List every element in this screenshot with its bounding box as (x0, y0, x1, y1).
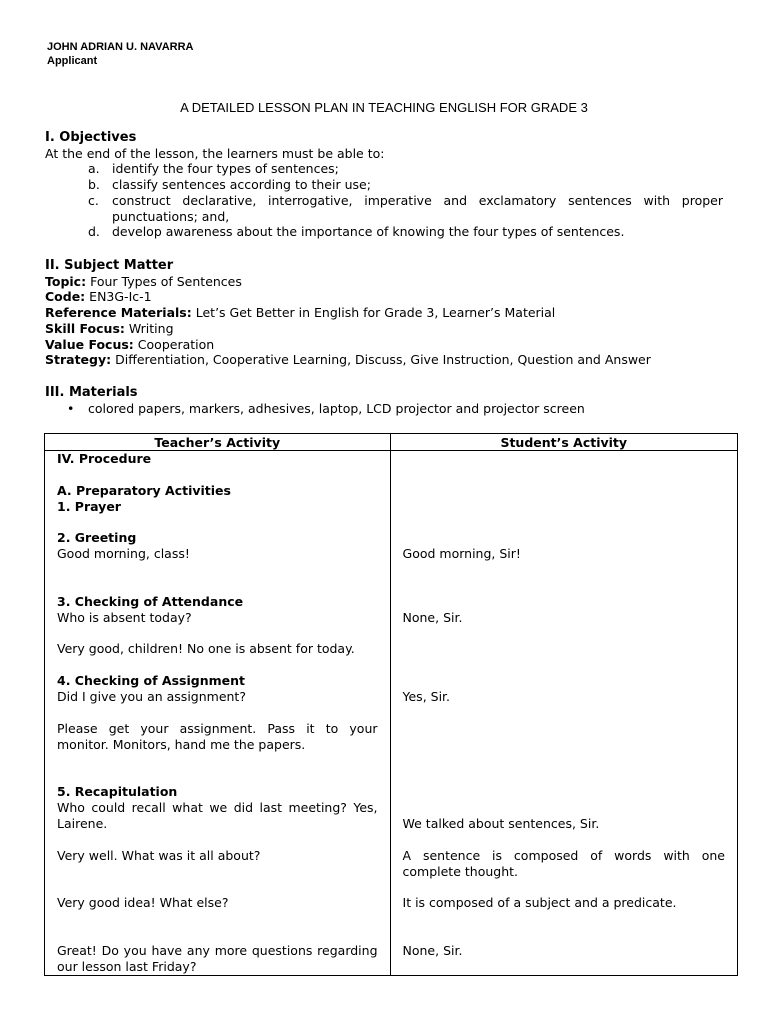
objectives-intro: At the end of the lesson, the learners must be able to: (45, 145, 385, 161)
greeting-heading: 2. Greeting (57, 530, 137, 545)
subject-matter-section (45, 258, 723, 368)
author-name: JOHN ADRIAN U. NAVARRA (47, 41, 194, 53)
code-label: Code: (45, 289, 86, 305)
greeting-student: Good morning, Sir! (402, 546, 521, 561)
strategy-value: Differentiation, Cooperative Learning, Discuss, Give Instruction, Question and Answer (115, 352, 651, 368)
objective-marker: d. (88, 224, 100, 240)
recap-student-2: A sentence is composed of words with one complete thought. (402, 848, 725, 879)
objective-item (45, 224, 723, 240)
recap-student-4: None, Sir. (402, 943, 463, 958)
topic-label: Topic: (45, 273, 87, 289)
prayer-heading: 1. Prayer (57, 499, 121, 514)
topic-value: Four Types of Sentences (90, 273, 242, 289)
objectives-heading: I. Objectives (45, 130, 137, 145)
greeting-teacher: Good morning, class! (57, 546, 190, 561)
preparatory-heading: A. Preparatory Activities (57, 483, 231, 498)
materials-section (45, 385, 723, 416)
attendance-teacher-1: Who is absent today? (57, 610, 192, 625)
assignment-student: Yes, Sir. (402, 689, 451, 704)
reference-label: Reference Materials: (45, 305, 192, 321)
skill-row (45, 321, 723, 337)
strategy-row (45, 352, 723, 368)
assignment-teacher-1: Did I give you an assignment? (57, 689, 246, 704)
code-value: EN3G-Ic-1 (89, 289, 152, 305)
objective-marker: b. (88, 177, 100, 193)
topic-row (45, 274, 723, 290)
objective-item (45, 193, 723, 224)
recap-student-3: It is composed of a subject and a predicate. (402, 895, 677, 910)
objective-text: develop awareness about the importance of knowing the four types of sentences. (112, 224, 625, 240)
attendance-teacher-2: Very good, children! No one is absent for today. (57, 641, 355, 656)
value-label: Value Focus: (45, 336, 134, 352)
value-row (45, 337, 723, 353)
materials-item (45, 401, 723, 417)
reference-row (45, 305, 723, 321)
code-row (45, 289, 723, 305)
skill-value: Writing (128, 320, 174, 336)
skill-label: Skill Focus: (45, 320, 125, 336)
table-header-row (45, 434, 738, 451)
strategy-label: Strategy: (45, 352, 112, 368)
table-row (45, 451, 738, 976)
objective-text: construct declarative, interrogative, imperative and exclamatory sentences with proper punctuations; and, (112, 192, 723, 224)
procedure-heading: IV. Procedure (57, 451, 152, 466)
recap-teacher-3: Very good idea! What else? (57, 895, 229, 910)
objective-text: classify sentences according to their use; (112, 177, 371, 193)
attendance-heading: 3. Checking of Attendance (57, 594, 244, 609)
value-value: Cooperation (137, 336, 215, 352)
objectives-section (45, 130, 723, 240)
student-activity-header: Student’s Activity (390, 434, 737, 451)
objective-marker: c. (88, 192, 99, 208)
recap-teacher-1: Who could recall what we did last meeting? Yes, Lairene. (57, 800, 378, 831)
author-block (47, 40, 193, 68)
subject-matter-heading: II. Subject Matter (45, 258, 174, 273)
document-title: A DETAILED LESSON PLAN IN TEACHING ENGLISH FOR GRADE 3 (180, 100, 588, 115)
teacher-activity-header: Teacher’s Activity (45, 434, 391, 451)
teacher-column (45, 451, 391, 976)
recap-teacher-2: Very well. What was it all about? (57, 848, 261, 863)
recap-heading: 5. Recapitulation (57, 784, 178, 799)
objectives-list (45, 161, 723, 240)
attendance-student: None, Sir. (402, 610, 463, 625)
assignment-heading: 4. Checking of Assignment (57, 673, 245, 688)
author-role: Applicant (47, 55, 98, 67)
reference-value: Let’s Get Better in English for Grade 3, Learner’s Material (195, 305, 556, 321)
objective-text: identify the four types of sentences; (112, 161, 339, 177)
materials-text: colored papers, markers, adhesives, laptop, LCD projector and projector screen (88, 400, 585, 416)
student-column (390, 451, 737, 976)
activity-table (44, 433, 738, 976)
objective-marker: a. (88, 161, 100, 177)
recap-teacher-4: Great! Do you have any more questions regarding our lesson last Friday? (57, 943, 378, 974)
recap-student-1: We talked about sentences, Sir. (402, 816, 600, 831)
objective-item (45, 177, 723, 193)
materials-heading: III. Materials (45, 385, 138, 400)
objective-item (45, 161, 723, 177)
assignment-teacher-2: Please get your assignment. Pass it to your monitor. Monitors, hand me the papers. (57, 721, 378, 752)
bullet-icon: • (67, 400, 75, 416)
